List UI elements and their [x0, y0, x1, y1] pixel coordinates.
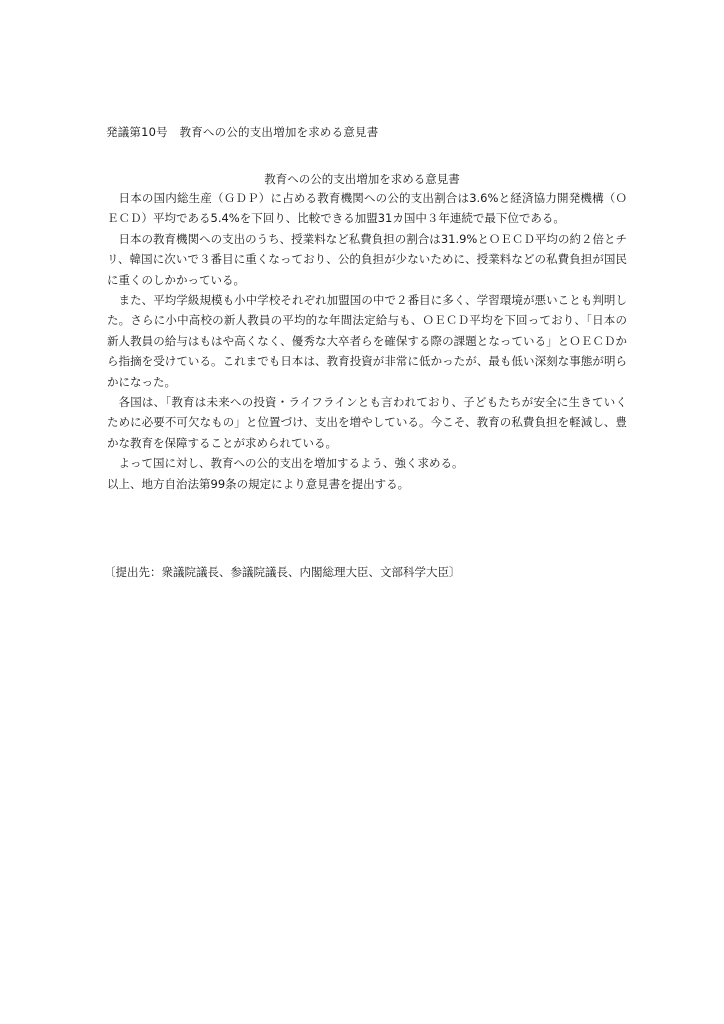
- recipients-list: 〔提出先：衆議院議長、参議院議長、内閣総理大臣、文部科学大臣〕: [104, 565, 461, 579]
- paragraph-class-size-salary: また、平均学級規模も小中学校それぞれ加盟国の中で２番目に多く、学習環境が悪いことも判明した。さらに小中高校の新人教員の平均的な年間法定給与も、ＯＥＣＤ平均を下回っており、「日本の新人教員の給与はもはや高くなく、優秀な大卒者らを確保する際の課題となっている」とＯＥＣＤから指摘を受けている。これまでも日本は、教育投資が非常に低かったが、最も低い深刻な事態が明らかになった。: [107, 293, 627, 389]
- document-title: 教育への公的支出増加を求める意見書: [264, 172, 460, 186]
- paragraph-request: よって国に対し、教育への公的支出を増加するよう、強く求める。: [118, 456, 464, 471]
- closing-statement: 以上、地方自治法第99条の規定により意見書を提出する。: [107, 476, 410, 491]
- paragraph-gdp-share: 日本の国内総生産（ＧＤＰ）に占める教育機関への公的支出割合は3.6%と経済協力開発機構（ＯＥＣＤ）平均である5.4%を下回り、比較できる加盟31カ国中３年連続で最下位である。: [107, 191, 627, 226]
- document-heading: 発議第10号 教育への公的支出増加を求める意見書: [106, 125, 379, 139]
- paragraph-other-countries: 各国は、「教育は未来への投資・ライフラインとも言われており、子どもたちが安全に生きていくために必要不可欠なもの」と位置づけ、支出を増やしている。今こそ、教育の私費負担を軽減し、豊かな教育を保障することが求められている。: [107, 395, 627, 450]
- document-body: [107, 188, 627, 494]
- paragraph-private-burden: 日本の教育機関への支出のうち、授業料など私費負担の割合は31.9%とＯＥＣＤ平均の約２倍とチリ、韓国に次いで３番目に重くなっており、公的負担が少ないために、授業料などの私費負担が国民に重くのしかかっている。: [107, 231, 627, 287]
